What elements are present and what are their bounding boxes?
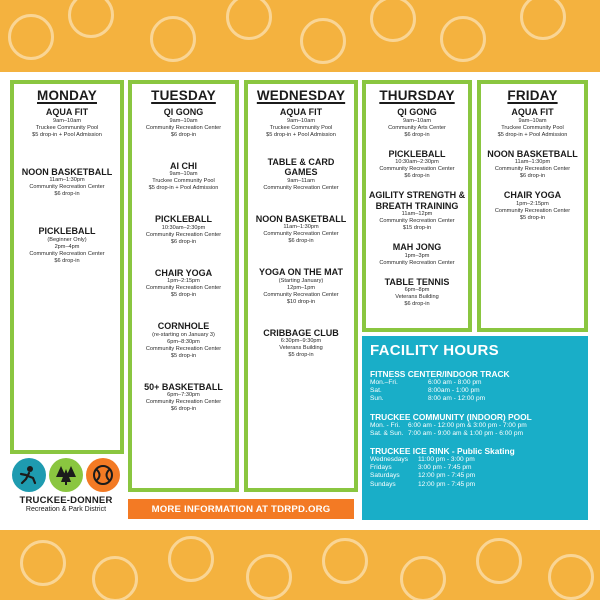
activity-name: CORNHOLE	[157, 321, 210, 331]
ball-icon	[86, 458, 120, 492]
activity-name: AQUA FIT	[511, 107, 554, 117]
activity	[483, 149, 582, 181]
activity-name: 50+ BASKETBALL	[144, 381, 223, 392]
activity-name: AGILITY STRENGTH & BREATH TRAINING	[368, 190, 466, 211]
activity-detail: Community Recreation Center	[29, 250, 105, 257]
activity-detail: 11am–12pm	[401, 211, 433, 217]
activity	[250, 107, 352, 139]
activity-detail: Community Recreation Center	[379, 259, 455, 266]
activity-detail: Community Recreation Center	[263, 291, 339, 298]
activity-detail: $5 drop-in + Pool Admission	[32, 131, 102, 138]
activity-detail: 9am–10am	[169, 171, 198, 177]
activity	[134, 214, 233, 246]
activity-detail: $5 drop-in + Pool Admission	[148, 185, 219, 191]
bottom-decorative-band	[0, 530, 600, 600]
day-column-tuesday	[128, 80, 239, 492]
activity	[16, 107, 118, 139]
activity-detail: $6 drop-in	[404, 301, 430, 307]
activity-name: AQUA FIT	[279, 107, 323, 117]
hours-row	[370, 456, 580, 464]
activity	[134, 321, 233, 360]
hours-time: 8:00am - 1:00 pm	[428, 387, 480, 395]
activity-detail: Community Recreation Center	[379, 218, 455, 224]
activity	[250, 328, 352, 360]
pattern-circle-icon	[520, 0, 566, 40]
pattern-circle-icon	[68, 0, 114, 38]
activity-detail: $5 drop-in + Pool Admission	[266, 131, 336, 138]
pattern-circle-icon	[8, 14, 54, 60]
day-title: TUESDAY	[151, 88, 216, 103]
activity-detail: 10:30am–2:30pm	[161, 224, 206, 231]
activity-detail: Community Recreation Center	[494, 166, 571, 172]
hours-row	[370, 472, 580, 480]
hours-time: 8:00 am - 12:00 pm	[428, 395, 486, 403]
activity	[134, 107, 233, 139]
logo-name: TRUCKEE-DONNER	[19, 495, 113, 506]
activity	[16, 226, 118, 265]
activity-detail: Community Recreation Center	[263, 184, 339, 191]
activity-name: PICKLEBALL	[388, 148, 446, 159]
activity-name: TABLE TENNIS	[384, 276, 450, 287]
hours-time: 12:00 pm - 7:45 pm	[418, 480, 476, 488]
activity-detail: 1pm–3pm	[404, 252, 430, 259]
activity-detail: 1pm–2:15pm	[516, 200, 549, 207]
hours-row	[370, 481, 580, 489]
activity	[368, 277, 466, 309]
activity-detail: Community Recreation Center	[379, 166, 455, 172]
activity-detail: $15 drop-in	[402, 225, 432, 231]
hours-row	[370, 422, 580, 430]
activity-detail: 11am–1:30pm	[514, 159, 551, 165]
activity-detail: $5 drop-in	[170, 292, 197, 298]
day-column-monday	[10, 80, 124, 454]
activity-detail: 1pm–2:15pm	[167, 278, 200, 284]
activity-detail: $5 drop-in	[519, 214, 546, 221]
more-info-link[interactable]: MORE INFORMATION AT TDRPD.ORG	[128, 499, 354, 519]
activity-name: QI GONG	[397, 107, 437, 117]
hours-days: Fridays	[370, 464, 392, 472]
activity	[250, 267, 352, 306]
activity-detail: $5 drop-in	[288, 352, 314, 358]
hours-time: 11:00 pm - 3:00 pm	[418, 456, 475, 464]
activity-detail: 9am–10am	[287, 117, 315, 124]
top-decorative-band	[0, 0, 600, 72]
hours-days: Sat. & Sun.	[370, 429, 404, 437]
day-title: THURSDAY	[379, 88, 455, 103]
activity	[250, 214, 352, 246]
activity-detail: 6pm–8pm	[404, 287, 430, 293]
activity-detail: 10:30am–2:30pm	[395, 159, 439, 165]
activity-detail: Community Recreation Center	[145, 231, 222, 238]
activity-name: PICKLEBALL	[38, 226, 96, 236]
activity-detail: Truckee Community Pool	[152, 178, 215, 184]
hours-time: 6:00 am - 8:00 pm	[428, 379, 482, 386]
activity-detail: Truckee Community Pool	[35, 124, 99, 131]
activity-detail: 2pm–4pm	[54, 243, 80, 250]
activity-detail: 9am–10am	[169, 117, 198, 124]
activity-detail: Community Recreation Center	[29, 184, 105, 190]
hours-days: Sat.	[370, 387, 382, 395]
activity-detail: 6:30pm–9:30pm	[280, 338, 322, 344]
pattern-circle-icon	[300, 18, 346, 64]
activity-name: CHAIR YOGA	[154, 267, 213, 278]
activity-name: YOGA ON THE MAT	[259, 267, 343, 277]
trees-icon	[49, 458, 83, 492]
activity-name: CRIBBAGE CLUB	[263, 327, 339, 338]
logo-subtitle: Recreation & Park District	[25, 506, 107, 513]
activity-detail: $6 drop-in	[404, 173, 430, 179]
activity	[250, 157, 352, 192]
pattern-circle-icon	[246, 554, 292, 600]
pattern-circle-icon	[92, 556, 138, 600]
activity-detail: Community Recreation Center	[494, 207, 571, 214]
facility-section-title: TRUCKEE COMMUNITY (INDOOR) POOL	[370, 411, 532, 422]
activity-detail: $5 drop-in + Pool Admission	[497, 131, 568, 138]
hours-row	[370, 464, 580, 472]
activity-name: CHAIR YOGA	[503, 190, 562, 200]
activity-detail: 9am–11am	[287, 177, 315, 184]
activity	[368, 149, 466, 181]
activity-name: QI GONG	[163, 107, 204, 117]
pattern-circle-icon	[150, 16, 196, 62]
activity	[134, 382, 233, 414]
activity-name: MAH JONG	[392, 242, 442, 252]
activity-name: PICKLEBALL	[155, 214, 212, 224]
pattern-circle-icon	[400, 556, 446, 600]
activity-detail: (Beginner Only)	[47, 236, 87, 243]
activity-name: AQUA FIT	[45, 107, 89, 117]
hours-row	[370, 387, 580, 395]
activity-name: TABLE & CARD GAMES	[267, 156, 335, 177]
hours-days: Sun.	[370, 395, 384, 403]
activity-detail: Community Recreation Center	[145, 399, 222, 405]
pattern-circle-icon	[322, 538, 368, 584]
activity	[483, 107, 582, 139]
pattern-circle-icon	[440, 16, 486, 62]
hours-time: 12:00 pm - 7:45 pm	[418, 472, 476, 480]
hours-time: 3:00 pm - 7:45 pm	[418, 464, 472, 472]
pattern-circle-icon	[226, 0, 272, 40]
activity-detail: $6 drop-in	[170, 238, 197, 245]
activity-detail: Veterans Building	[279, 345, 323, 351]
day-title: FRIDAY	[507, 88, 558, 103]
hours-row	[370, 430, 580, 438]
hours-days: Mon.–Fri.	[370, 379, 398, 386]
facility-hours-panel	[362, 336, 588, 520]
activity-name: NOON BASKETBALL	[487, 148, 578, 159]
activity-detail: Community Recreation Center	[145, 345, 222, 352]
hours-time: 7:00 am - 9:00 am & 1:00 pm - 6:00 pm	[408, 429, 524, 437]
activity-detail: $10 drop-in	[286, 298, 316, 305]
activity-detail: (re-starting on January 3)	[152, 331, 215, 338]
activity-detail: 6pm–8:30pm	[167, 338, 200, 345]
activity-detail: Community Arts Center	[388, 124, 446, 131]
day-title: WEDNESDAY	[256, 88, 346, 103]
activity-detail: $6 drop-in	[519, 173, 546, 179]
pattern-circle-icon	[20, 540, 66, 586]
day-column-wednesday	[244, 80, 358, 492]
activity	[368, 242, 466, 267]
hours-days: Saturdays	[370, 472, 400, 480]
activity-detail: $6 drop-in	[54, 191, 80, 197]
activity-detail: $6 drop-in	[170, 406, 197, 412]
activity-detail: Veterans Building	[395, 294, 439, 300]
pattern-circle-icon	[370, 0, 416, 42]
activity-name: NOON BASKETBALL	[21, 166, 113, 177]
day-column-friday	[477, 80, 588, 332]
activity	[483, 190, 582, 222]
activity-detail: $5 drop-in	[170, 352, 197, 359]
activity-name: NOON BASKETBALL	[255, 213, 347, 224]
pattern-circle-icon	[168, 536, 214, 582]
activity-detail: Truckee Community Pool	[501, 124, 564, 131]
activity	[368, 190, 466, 232]
hours-time: 6:00 am - 12:00 pm & 3:00 pm - 7:00 pm	[408, 421, 527, 429]
hours-days: Sundays	[370, 480, 396, 488]
activity	[134, 268, 233, 300]
activity-detail: 6pm–7:30pm	[167, 392, 200, 398]
hours-days: Mon. - Fri.	[370, 421, 401, 429]
facility-section-title: TRUCKEE ICE RINK - Public Skating	[370, 446, 515, 457]
activity-detail: (Starting January)	[278, 277, 324, 284]
activity-detail: 11am–1:30pm	[49, 177, 85, 183]
pattern-circle-icon	[548, 554, 594, 600]
activity-detail: $6 drop-in	[170, 131, 197, 138]
facility-section-title: FITNESS CENTER/INDOOR TRACK	[370, 369, 510, 379]
activity-detail: Truckee Community Pool	[269, 124, 333, 131]
activity-detail: $6 drop-in	[404, 131, 430, 138]
activity-detail: 9am–10am	[518, 117, 547, 124]
activity-name: AI CHI	[170, 160, 197, 171]
activity-detail: Community Recreation Center	[263, 231, 339, 237]
facility-hours-title: FACILITY HOURS	[370, 342, 499, 359]
day-column-thursday	[362, 80, 472, 332]
district-logo	[10, 458, 122, 524]
activity-detail: Community Recreation Center	[145, 124, 222, 131]
activity	[134, 161, 233, 193]
activity-detail: 12pm–1pm	[287, 284, 315, 291]
activity	[16, 167, 118, 199]
activity-detail: 9am–10am	[403, 117, 431, 124]
day-title: MONDAY	[37, 88, 97, 103]
activity-detail: 11am–1:30pm	[283, 224, 319, 230]
hours-days: Wednesdays	[370, 456, 408, 464]
hours-row	[370, 379, 580, 387]
swimmer-icon	[12, 458, 46, 492]
activity-detail: Community Recreation Center	[145, 285, 222, 291]
activity	[368, 107, 466, 139]
activity-detail: $6 drop-in	[288, 238, 314, 244]
hours-row	[370, 395, 580, 403]
pattern-circle-icon	[476, 538, 522, 584]
activity-detail: $6 drop-in	[54, 257, 80, 264]
activity-detail: 9am–10am	[53, 117, 81, 124]
